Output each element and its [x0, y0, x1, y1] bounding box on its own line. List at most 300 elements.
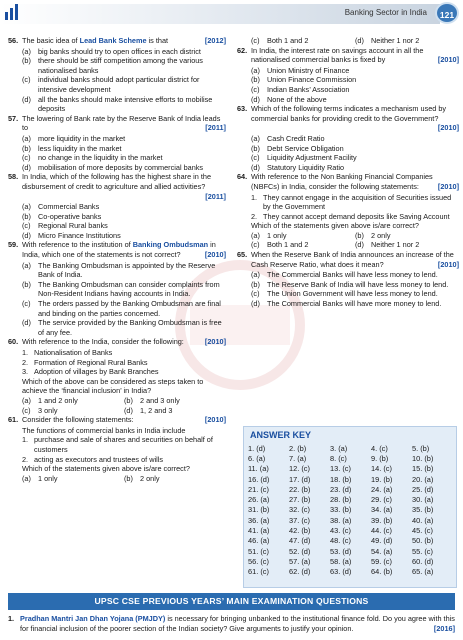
option-text: 2 only [140, 473, 160, 483]
question-number: 62. [237, 45, 248, 55]
statement-number: 1. [22, 435, 29, 445]
answer-key-cell: 55. (c) [412, 546, 433, 556]
option-text: less liquidity in the market [38, 143, 122, 153]
question-number: 64. [237, 172, 248, 182]
question-number: 56. [8, 36, 19, 45]
answer-key-row [248, 556, 453, 566]
main-exam-banner: UPSC CSE PREVIOUS YEARS’ MAIN EXAMINATION QUESTIONS [8, 593, 455, 610]
answer-option [8, 261, 226, 280]
option-text: The orders passed by the Banking Ombudsman are final and binding on the parties concerned. [38, 299, 221, 318]
answer-option [8, 75, 226, 94]
answer-option [8, 153, 226, 163]
statement [8, 455, 226, 465]
option-text: big banks should try to open offices in each district [38, 46, 201, 56]
answer-key-cell: 65. (a) [412, 567, 434, 577]
option-text: The service provided by the Banking Ombudsman is free of any fee. [38, 318, 222, 337]
option-text: 1, 2 and 3 [140, 405, 173, 415]
answer-option [251, 36, 355, 46]
option-letter: (b) [251, 75, 260, 85]
answer-option-row [237, 240, 459, 250]
answer-key-row [248, 484, 453, 494]
answer-key-cell: 12. (c) [289, 464, 310, 474]
option-text: Cash Credit Ratio [267, 133, 325, 143]
answer-option-row [237, 36, 459, 46]
chapter-title: Banking Sector in India [344, 8, 427, 17]
statement-number: 3. [22, 367, 29, 377]
answer-key-cell: 41. (a) [248, 526, 270, 536]
answer-option [237, 289, 459, 299]
option-letter: (a) [251, 133, 260, 143]
statement-text: purchase and sale of shares and securities on behalf of customers [34, 435, 213, 454]
option-text: no change in the liquidity in the market [38, 153, 163, 163]
answer-key-cell: 2. (b) [289, 443, 307, 453]
option-letter: (c) [22, 75, 31, 85]
text-part: Consider the following statements: [22, 415, 134, 425]
question-prompt: Which of the statements given above is/are correct? [251, 221, 419, 231]
answer-key-cell: 10. (b) [412, 453, 434, 463]
page-header [0, 0, 463, 26]
question-year: [2010] [437, 123, 459, 133]
answer-option [8, 299, 226, 318]
answer-key-cell: 33. (b) [330, 505, 352, 515]
answer-option [22, 406, 124, 416]
option-letter: (a) [22, 46, 31, 56]
question-stem [237, 46, 459, 65]
question-number: 61. [8, 415, 19, 425]
question-text [22, 337, 226, 347]
bar-chart-logo-icon [4, 3, 20, 21]
answer-key-cell: 35. (b) [412, 505, 434, 515]
option-letter: (b) [251, 143, 260, 153]
answer-option [8, 202, 226, 212]
option-letter: (c) [251, 153, 260, 163]
keyword: Pradhan Mantri Jan Dhan Yojana (PMJDY) [20, 614, 166, 623]
question-year: [2011] [205, 123, 226, 133]
question-number: 63. [237, 104, 248, 114]
right-column [237, 36, 459, 309]
option-text: The Commercial Banks will have less money to lend. [267, 270, 438, 280]
option-text: The Commercial Banks will have more money to lend. [267, 299, 442, 309]
answer-key-cell: 45. (c) [412, 526, 433, 536]
option-letter: (a) [22, 202, 31, 212]
answer-key-cell: 34. (a) [371, 505, 393, 515]
option-text: Liquidity Adjustment Facility [267, 153, 357, 163]
answer-option [251, 240, 355, 250]
text-part: is necessary for bringing unbanked to the institutional finance fold. Do you agree with this for financial inclusion of the poorer section of the Indian society? Give arguments to justify your opinion. [20, 614, 455, 633]
answer-key-row [248, 546, 453, 556]
answer-key-cell: 38. (a) [330, 515, 352, 525]
answer-key-cell: 49. (d) [371, 536, 393, 546]
question-text [22, 240, 226, 259]
question-text [20, 614, 455, 633]
question-text [251, 46, 459, 65]
question-stem [237, 104, 459, 133]
statement-text: acting as executors and trustees of wills [34, 454, 163, 464]
question-year: [2011] [205, 191, 226, 201]
question-year: [2010] [204, 250, 226, 260]
option-letter: (d) [22, 318, 31, 328]
answer-key-cell: 37. (c) [289, 515, 310, 525]
answer-option [8, 134, 226, 144]
option-letter: (a) [251, 65, 260, 75]
question-block [8, 240, 226, 337]
answer-key-cell: 17. (d) [289, 474, 311, 484]
answer-key-row [248, 567, 453, 577]
option-letter: (b) [22, 279, 31, 289]
option-text: 1 and 2 only [38, 395, 78, 405]
answer-key-cell: 9. (b) [371, 453, 389, 463]
answer-option [22, 396, 124, 406]
answer-key-cell: 18. (b) [330, 474, 352, 484]
option-text: Both 1 and 2 [267, 240, 309, 250]
text-part: in India, which one of the statements is not correct? [22, 240, 216, 260]
statement-text: They cannot accept demand deposits like Saving Account [263, 211, 450, 221]
answer-option [8, 144, 226, 154]
question-block [237, 250, 459, 309]
option-letter: (c) [251, 240, 260, 250]
question-block [237, 36, 459, 46]
answer-key-cell: 20. (a) [412, 474, 434, 484]
option-text: individual banks should adopt particular district for intensive development [38, 75, 200, 94]
answer-option [237, 134, 459, 144]
answer-option [237, 75, 459, 85]
answer-key-cell: 23. (d) [330, 484, 352, 494]
option-letter: (d) [22, 230, 31, 240]
answer-option [8, 212, 226, 222]
option-text: more liquidity in the market [38, 133, 126, 143]
text-part: With reference to the institution of [22, 240, 133, 250]
option-text: None of the above [267, 94, 327, 104]
question-block [8, 337, 226, 415]
answer-key-cell: 6. (a) [248, 453, 266, 463]
question-text [251, 172, 459, 191]
answer-option [355, 240, 459, 250]
answer-option [124, 396, 226, 406]
option-text: 2 only [371, 230, 391, 240]
option-text: Statutory Liquidity Ratio [267, 162, 345, 172]
question-text [251, 104, 459, 133]
question-block [237, 104, 459, 172]
option-text: there should be stiff competition among the various nationalised banks [38, 56, 203, 75]
option-letter: (d) [355, 36, 364, 45]
answer-key-cell: 8. (c) [330, 453, 347, 463]
option-text: Micro Finance Institutions [38, 230, 121, 240]
text-part: With reference to the Non Banking Financial Companies (NBFCs) in India, consider the following statements: [251, 172, 433, 191]
answer-option [237, 85, 459, 95]
question-stem [237, 172, 459, 191]
question-prompt: Which of the above can be considered as steps taken to achieve the ‘financial inclusion’ in India? [22, 376, 204, 396]
answer-key-cell: 32. (c) [289, 505, 310, 515]
answer-key-row [248, 474, 453, 484]
answer-key-cell: 4. (c) [371, 443, 388, 453]
answer-option [8, 47, 226, 57]
statement-number: 2. [251, 211, 258, 221]
question-number: 58. [8, 172, 19, 182]
question-year: [2010] [437, 55, 459, 65]
answer-key-cell: 43. (c) [330, 526, 351, 536]
answer-key-cell: 46. (a) [248, 536, 270, 546]
option-text: Debt Service Obligation [267, 143, 344, 153]
option-letter: (a) [22, 133, 31, 143]
statement [8, 367, 226, 377]
option-letter: (b) [22, 143, 31, 153]
answer-key-row [248, 525, 453, 535]
question-block [8, 415, 226, 483]
answer-key-cell: 29. (c) [371, 495, 392, 505]
answer-key-cell: 50. (b) [412, 536, 434, 546]
answer-option [8, 56, 226, 75]
answer-key-table [248, 443, 453, 577]
answer-key-cell: 28. (b) [330, 495, 352, 505]
question-year: [2012] [204, 36, 226, 45]
option-text: mobilisation of more deposits by commercial banks [38, 162, 204, 172]
option-letter: (a) [22, 395, 31, 405]
answer-option [237, 299, 459, 309]
statement [8, 435, 226, 454]
option-letter: (c) [251, 36, 260, 45]
answer-key-cell: 39. (b) [371, 515, 393, 525]
answer-key-cell: 54. (a) [371, 546, 393, 556]
answer-key-cell: 61. (c) [248, 567, 269, 577]
statement-text: Adoption of villages by Bank Branches [34, 367, 159, 377]
question-number: 59. [8, 240, 19, 250]
answer-option [237, 280, 459, 290]
question-number: 65. [237, 250, 248, 260]
answer-key-cell: 59. (c) [371, 556, 392, 566]
answer-key-cell: 25. (d) [412, 484, 434, 494]
statement-text: Nationalisation of Banks [34, 348, 113, 357]
question-stem [8, 114, 226, 133]
question-stem [237, 250, 459, 269]
question-year: [2010] [437, 259, 459, 269]
answer-key-cell: 15. (b) [412, 464, 434, 474]
answer-option [124, 406, 226, 416]
option-letter: (d) [22, 162, 31, 172]
question-stem [8, 415, 226, 425]
option-letter: (b) [124, 395, 133, 405]
answer-key-cell: 19. (b) [371, 474, 393, 484]
answer-key-title: ANSWER KEY [250, 430, 312, 440]
answer-option [8, 163, 226, 173]
question-stem [8, 337, 226, 347]
text-part: is that [146, 36, 169, 45]
statement [237, 212, 459, 222]
answer-option [355, 231, 459, 241]
option-letter: (d) [251, 299, 260, 309]
left-column [8, 36, 226, 483]
question-block [237, 46, 459, 105]
statement-text: They cannot engage in the acquisition of Securities issued by the Government [263, 192, 452, 212]
answer-option [8, 231, 226, 241]
option-text: all the banks should make intensive efforts to mobilise deposits [38, 94, 213, 114]
option-letter: (b) [124, 473, 133, 483]
question-stem [8, 36, 226, 46]
answer-key-cell: 53. (d) [330, 546, 352, 556]
answer-key-cell: 21. (c) [248, 484, 269, 494]
answer-key-cell: 62. (d) [289, 567, 311, 577]
option-text: Neither 1 nor 2 [371, 36, 420, 45]
option-letter: (b) [22, 211, 31, 221]
answer-key-cell: 16. (d) [248, 474, 270, 484]
question-stem [8, 240, 226, 259]
option-letter: (a) [22, 473, 31, 483]
option-letter: (c) [22, 405, 31, 415]
answer-key-cell: 36. (a) [248, 515, 270, 525]
answer-key-cell: 11. (a) [248, 464, 269, 474]
statement-number: 2. [22, 454, 29, 464]
main-exam-question [8, 614, 455, 633]
question-prompt: Which of the statements given above is/are correct? [22, 464, 190, 474]
answer-key-cell: 47. (d) [289, 536, 311, 546]
question-text [22, 415, 226, 425]
answer-option [237, 153, 459, 163]
answer-key-cell: 26. (a) [248, 495, 270, 505]
text-part: When the Reserve Bank of India announces an increase of the Cash Reserve Ratio, what does it mean? [251, 250, 454, 269]
question-text [251, 250, 459, 269]
answer-option [355, 36, 459, 46]
answer-key-cell: 3. (a) [330, 443, 348, 453]
text-part: The lowering of Bank rate by the Reserve Bank of India leads to [22, 113, 221, 133]
question-number: 57. [8, 113, 19, 123]
question-block [8, 36, 226, 114]
option-text: Union Ministry of Finance [267, 65, 350, 75]
answer-option [124, 474, 226, 484]
option-text: 2 and 3 only [140, 395, 180, 405]
answer-key-cell: 52. (d) [289, 546, 311, 556]
answer-key-cell: 1. (d) [248, 443, 266, 453]
answer-key-row [248, 505, 453, 515]
question-text [22, 172, 226, 201]
answer-option-row [237, 231, 459, 241]
statement [8, 358, 226, 368]
option-text: Neither 1 nor 2 [371, 240, 420, 250]
option-letter: (c) [251, 289, 260, 299]
answer-option-row [8, 474, 226, 484]
page-number-badge: 121 [435, 2, 459, 24]
option-letter: (c) [22, 153, 31, 163]
answer-key-cell: 48. (c) [330, 536, 351, 546]
option-letter: (c) [22, 299, 31, 309]
option-text: The Banking Ombudsman is appointed by the Reserve Bank of India. [38, 260, 216, 280]
option-text: 3 only [38, 405, 58, 415]
option-letter: (a) [251, 270, 260, 280]
answer-option [8, 318, 226, 337]
answer-option [237, 95, 459, 105]
option-letter: (d) [355, 240, 364, 250]
text-part: The basic idea of [22, 36, 80, 45]
answer-key-row [248, 464, 453, 474]
question-year: [2010] [204, 415, 226, 425]
answer-key-cell: 60. (d) [412, 556, 434, 566]
option-letter: (a) [251, 230, 260, 240]
option-text: Indian Banks’ Association [267, 84, 350, 94]
answer-key-cell: 5. (b) [412, 443, 430, 453]
option-text: The Reserve Bank of India will have less money to lend. [267, 279, 449, 289]
answer-key-cell: 31. (b) [248, 505, 270, 515]
answer-key-cell: 64. (b) [371, 567, 393, 577]
answer-key-cell: 30. (a) [412, 495, 434, 505]
statement-number: 1. [22, 348, 29, 357]
question-text [22, 114, 226, 133]
option-letter: (b) [251, 279, 260, 289]
option-text: 1 only [38, 473, 58, 483]
question-stem [8, 172, 226, 201]
answer-option [8, 95, 226, 114]
answer-option [8, 221, 226, 231]
answer-option [237, 270, 459, 280]
text-part: In India, which of the following has the highest share in the disbursement of credit to agriculture and allied activities? [22, 172, 212, 191]
question-year: [2010] [204, 337, 226, 347]
question-block [8, 114, 226, 173]
answer-option [22, 474, 124, 484]
answer-key-cell: 63. (d) [330, 567, 352, 577]
text-part: Which of the following terms indicates a mechanism used by commercial banks for providing credit to the Government? [251, 104, 447, 123]
answer-option [237, 144, 459, 154]
option-text: Both 1 and 2 [267, 36, 309, 45]
statement-number: 1. [251, 192, 258, 202]
answer-option-row [8, 406, 226, 416]
answer-option [237, 66, 459, 76]
answer-key-cell: 40. (a) [412, 515, 434, 525]
option-text: Regional Rural banks [38, 221, 108, 231]
answer-key-box [243, 426, 457, 588]
answer-key-cell: 24. (a) [371, 484, 393, 494]
answer-key-cell: 51. (c) [248, 546, 269, 556]
question-text [22, 36, 226, 46]
question-number: 60. [8, 337, 19, 347]
option-letter: (d) [251, 162, 260, 172]
question-block [237, 172, 459, 250]
answer-key-row [248, 453, 453, 463]
statement-text: Formation of Regional Rural Banks [34, 357, 148, 367]
answer-key-row [248, 536, 453, 546]
answer-key-cell: 14. (c) [371, 464, 392, 474]
option-letter: (c) [22, 221, 31, 231]
option-text: Commercial Banks [38, 202, 100, 212]
option-letter: (d) [22, 94, 31, 104]
option-text: Union Finance Commission [267, 75, 357, 85]
option-letter: (a) [22, 260, 31, 270]
answer-key-cell: 27. (b) [289, 495, 311, 505]
option-text: The Banking Ombudsman can consider complaints from Non-Resident Indians having accounts in India. [38, 279, 220, 299]
answer-key-cell: 42. (b) [289, 526, 311, 536]
question-number: 1. [8, 614, 15, 623]
answer-key-cell: 44. (c) [371, 526, 392, 536]
option-letter: (d) [124, 405, 133, 415]
answer-key-cell: 57. (a) [289, 556, 311, 566]
statement [237, 193, 459, 212]
option-letter: (b) [355, 230, 364, 240]
answer-key-cell: 13. (c) [330, 464, 351, 474]
option-text: Co-operative banks [38, 211, 102, 221]
answer-key-row [248, 494, 453, 504]
question-year: [2016] [433, 623, 455, 633]
text-part: In India, the interest rate on savings account in all the nationalised commercial banks is fixed by [251, 45, 424, 65]
keyword: Lead Bank Scheme [79, 36, 147, 45]
answer-key-cell: 56. (c) [248, 556, 269, 566]
answer-option [237, 163, 459, 173]
answer-key-cell: 7. (a) [289, 453, 307, 463]
option-letter: (d) [251, 94, 260, 104]
question-year: [2010] [437, 181, 459, 191]
option-letter: (b) [22, 56, 31, 66]
answer-key-cell: 58. (a) [330, 556, 352, 566]
answer-option [251, 231, 355, 241]
answer-option-row [8, 396, 226, 406]
answer-key-row [248, 443, 453, 453]
answer-key-cell: 22. (b) [289, 484, 311, 494]
answer-option [8, 280, 226, 299]
